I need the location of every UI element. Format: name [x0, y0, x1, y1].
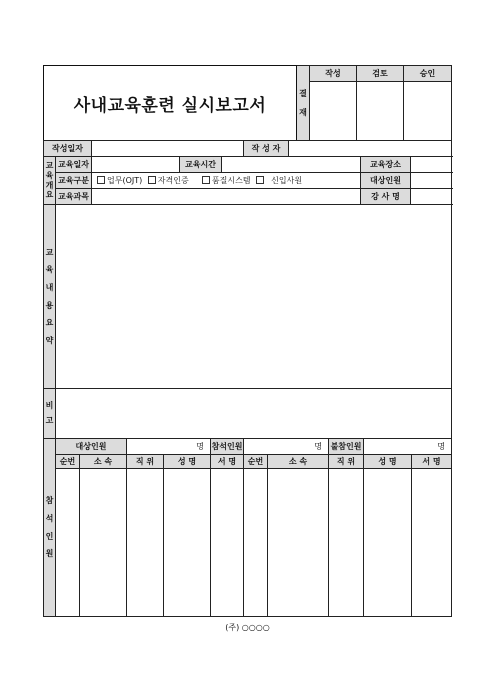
col-dept-1: 소 속 [80, 455, 127, 469]
company-footer: (주) ○○○○ [225, 623, 270, 632]
approval-side-label: 결 재 [297, 66, 310, 141]
edu-place-field[interactable] [411, 157, 452, 173]
att-absent-label: 불참인원 [329, 439, 364, 455]
edu-place-label: 교육장소 [361, 157, 411, 173]
checkbox-certification[interactable] [148, 176, 156, 184]
remarks-side-label: 비 고 [44, 389, 56, 439]
approval-col-approve: 승인 [404, 66, 452, 82]
content-summary-field[interactable] [56, 205, 452, 389]
checkbox-quality-system[interactable] [202, 176, 210, 184]
attendance-side-label: 참 석 인 원 [44, 439, 56, 617]
col-sign-1: 서 명 [211, 455, 244, 469]
edu-type-options: 업무(OJT) 자격인증 품질시스템 신입사원 [92, 173, 361, 189]
writer-label: 작 성 자 [244, 141, 289, 157]
edu-time-field[interactable] [222, 157, 361, 173]
attendee-sign-1[interactable] [211, 469, 244, 617]
attendee-position-2[interactable] [329, 469, 364, 617]
col-position-1: 직 위 [127, 455, 164, 469]
attendee-no-1[interactable] [56, 469, 80, 617]
approval-sign-review[interactable] [357, 82, 404, 141]
col-sign-2: 서 명 [412, 455, 452, 469]
lecturer-label: 강 사 명 [361, 189, 411, 205]
approval-col-review: 검토 [357, 66, 404, 82]
written-date-label: 작성일자 [44, 141, 92, 157]
att-present-label: 참석인원 [211, 439, 244, 455]
attendee-dept-2[interactable] [268, 469, 329, 617]
edu-type-label: 교육구분 [56, 173, 92, 189]
subject-field[interactable] [92, 189, 361, 205]
header-table [43, 65, 452, 141]
approval-sign-approve[interactable] [404, 82, 452, 141]
col-no-2: 순번 [244, 455, 268, 469]
target-field[interactable] [411, 173, 452, 189]
col-name-1: 성 명 [164, 455, 211, 469]
attendee-dept-1[interactable] [80, 469, 127, 617]
approval-sign-writer[interactable] [310, 82, 357, 141]
att-target-label: 대상인원 [56, 439, 127, 455]
training-report-form [43, 65, 451, 617]
col-dept-2: 소 속 [268, 455, 329, 469]
attendee-name-2[interactable] [364, 469, 412, 617]
edu-time-label: 교육시간 [180, 157, 222, 173]
checkbox-new-employee[interactable] [256, 176, 264, 184]
attendee-position-1[interactable] [127, 469, 164, 617]
written-date-field[interactable] [92, 141, 244, 157]
col-position-2: 직 위 [329, 455, 364, 469]
writer-field[interactable] [289, 141, 452, 157]
subject-label: 교육과목 [56, 189, 92, 205]
approval-col-writer: 작성 [310, 66, 357, 82]
col-name-2: 성 명 [364, 455, 412, 469]
att-target-field[interactable]: 명 [127, 439, 211, 455]
remarks-field[interactable] [56, 389, 452, 439]
form-title: 사내교육훈련 실시보고서 [44, 66, 297, 141]
attendee-sign-2[interactable] [412, 469, 452, 617]
attendance-table [43, 438, 452, 617]
edu-date-label: 교육일자 [56, 157, 92, 173]
overview-side-label: 교 육 개 요 [44, 157, 56, 205]
att-absent-field[interactable]: 명 [364, 439, 452, 455]
attendee-no-2[interactable] [244, 469, 268, 617]
content-side-label: 교 육 내 용 요 약 [44, 205, 56, 389]
checkbox-ojt[interactable] [97, 176, 105, 184]
writer-info-table [43, 140, 452, 157]
col-no-1: 순번 [56, 455, 80, 469]
attendee-name-1[interactable] [164, 469, 211, 617]
edu-date-field[interactable] [92, 157, 180, 173]
target-label: 대상인원 [361, 173, 411, 189]
content-table [43, 204, 452, 439]
overview-table [43, 156, 452, 205]
att-present-field[interactable]: 명 [244, 439, 329, 455]
lecturer-field[interactable] [411, 189, 452, 205]
